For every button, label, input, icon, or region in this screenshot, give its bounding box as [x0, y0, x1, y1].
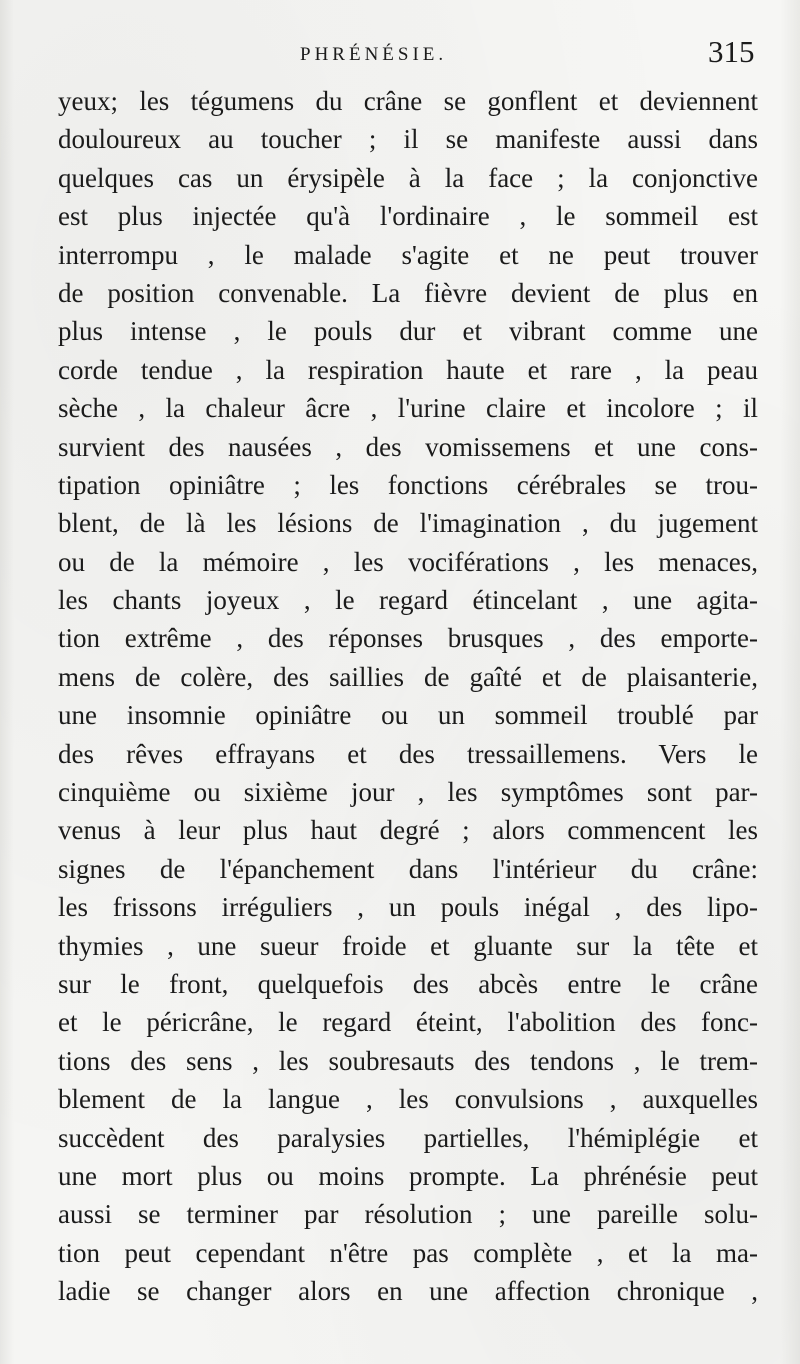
text-line: les frissons irréguliers , un pouls inégal , des lipo- [58, 892, 758, 923]
text-line: les chants joyeux , le regard étincelant , une agita- [58, 585, 758, 616]
running-head-title: PHRÉNÉSIE. [300, 44, 448, 65]
text-line: corde tendue , la respiration haute et rare , la peau [58, 354, 758, 385]
text-line: yeux; les tégumens du crâne se gonflent et deviennent [58, 86, 758, 116]
text-line: une insomnie opiniâtre ou un sommeil troublé par [58, 700, 758, 731]
text-line: sur le front, quelquefois des abcès entre le crâne [58, 968, 758, 999]
text-line: une mort plus ou moins prompte. La phrénésie peut [58, 1160, 758, 1191]
text-line: douloureux au toucher ; il se manifeste aussi dans [58, 124, 758, 155]
page-number: 315 [708, 34, 755, 69]
text-line: mens de colère, des saillies de gaîté et de plaisanterie, [58, 661, 758, 692]
text-line: tions des sens , les soubresauts des tendons , le trem- [58, 1045, 758, 1076]
text-line: ladie se changer alors en une affection chronique , [58, 1276, 758, 1307]
text-line: ou de la mémoire , les vociférations , les menaces, [58, 546, 758, 577]
text-line: cinquième ou sixième jour , les symptômes sont par- [58, 777, 758, 808]
text-line: plus intense , le pouls dur et vibrant comme une [58, 316, 758, 347]
text-line: tion peut cependant n'être pas complète , et la ma- [58, 1237, 758, 1268]
text-line: sèche , la chaleur âcre , l'urine claire et incolore ; il [58, 393, 758, 424]
text-line: aussi se terminer par résolution ; une pareille solu- [58, 1199, 758, 1230]
text-line: thymies , une sueur froide et gluante sur la tête et [58, 930, 758, 961]
text-line: est plus injectée qu'à l'ordinaire , le sommeil est [58, 201, 758, 232]
text-line: des rêves effrayans et des tressaillemens. Vers le [58, 738, 758, 769]
text-line: signes de l'épanchement dans l'intérieur du crâne: [58, 853, 758, 884]
text-line: venus à leur plus haut degré ; alors commencent les [58, 815, 758, 846]
text-line: et le péricrâne, le regard éteint, l'abolition des fonc- [58, 1007, 758, 1038]
text-line: interrompu , le malade s'agite et ne peut trouver [58, 239, 758, 270]
text-line: de position convenable. La fièvre devient de plus en [58, 277, 758, 308]
running-head [0, 32, 800, 76]
text-line: blement de la langue , les convulsions , auxquelles [58, 1084, 758, 1115]
text-line: survient des nausées , des vomissemens et une cons- [58, 431, 758, 462]
text-line: blent, de là les lésions de l'imagination , du jugement [58, 508, 758, 539]
text-line: tion extrême , des réponses brusques , des emporte- [58, 623, 758, 654]
text-line: quelques cas un érysipèle à la face ; la conjonctive [58, 162, 758, 193]
text-line: tipation opiniâtre ; les fonctions cérébrales se trou- [58, 469, 758, 500]
body-text [58, 82, 758, 1311]
text-line: succèdent des paralysies partielles, l'hémiplégie et [58, 1122, 758, 1153]
